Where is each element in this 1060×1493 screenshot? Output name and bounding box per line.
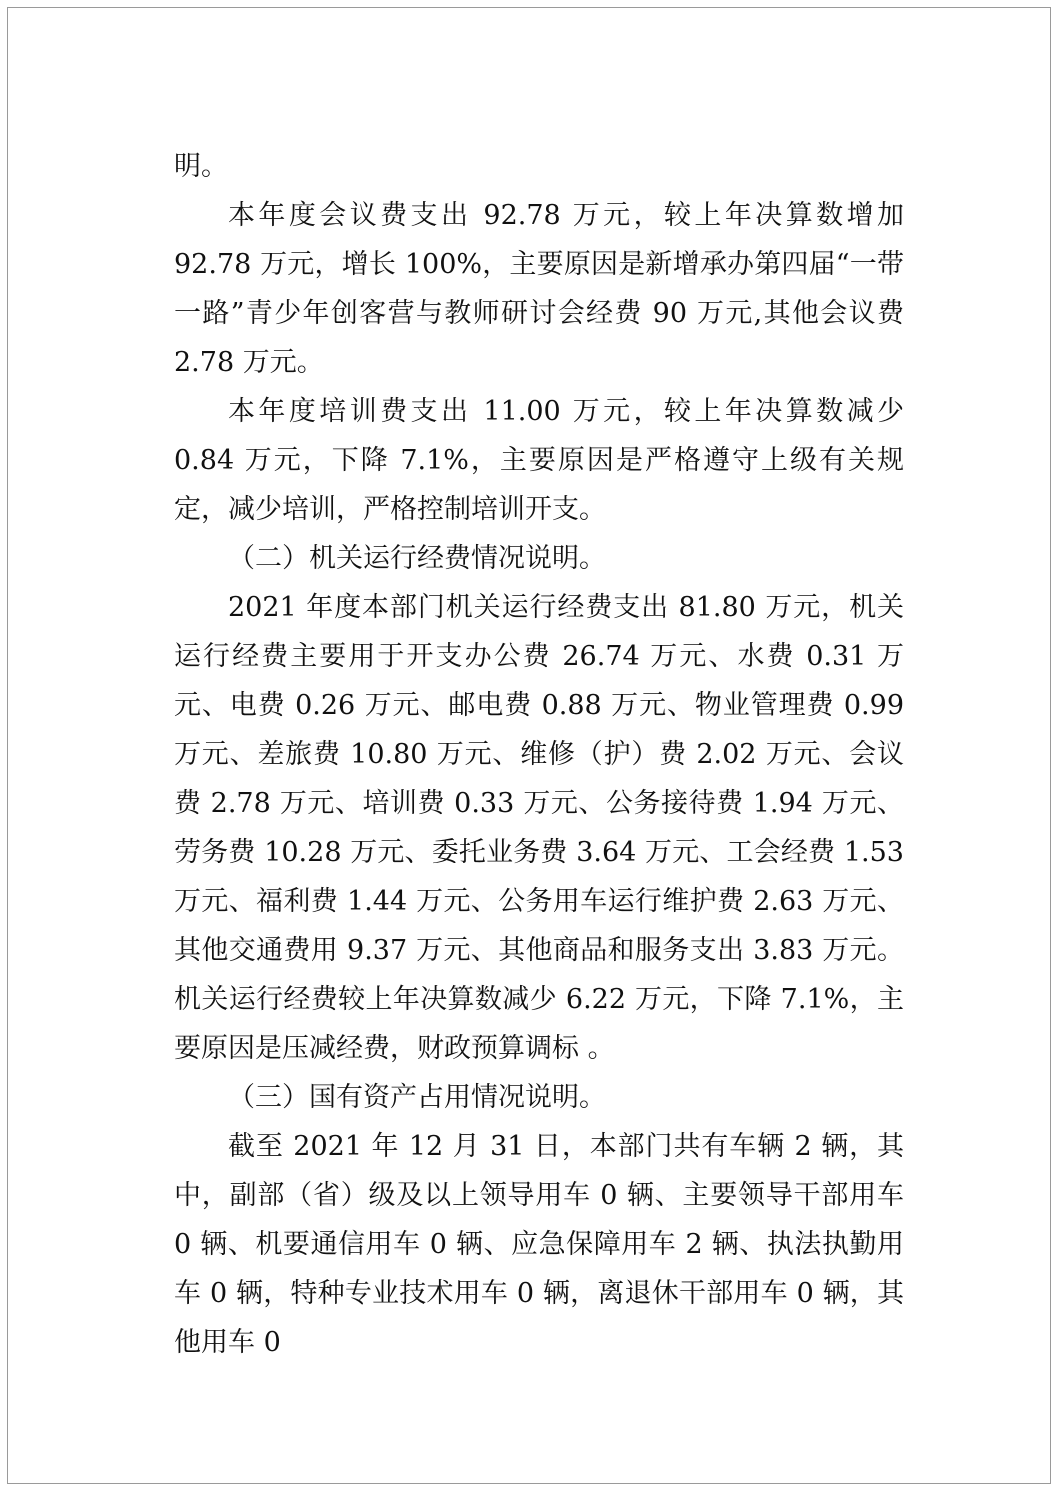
section-heading-state-assets: （三）国有资产占用情况说明。 — [228, 1082, 606, 1113]
paragraph-training-fee: 本年度培训费支出 11.00 万元，较上年决算数减少 0.84 万元，下降 7.1%，主要原因是严格遵守上级有关规定，减少培训，严格控制培训开支。 — [174, 396, 904, 525]
document-body — [174, 142, 904, 1367]
section-heading-operating-funds: （二）机关运行经费情况说明。 — [228, 543, 606, 574]
page-frame — [7, 7, 1051, 1484]
paragraph-vehicles: 截至 2021 年 12 月 31 日，本部门共有车辆 2 辆，其中，副部（省）级及以上领导用车 0 辆、主要领导干部用车 0 辆、机要通信用车 0 辆、应急保障用车 2 辆、执法执勤用车 0 辆，特种专业技术用车 0 辆，离退休干部用车 0 辆，其他用车 0 — [174, 1131, 904, 1358]
paragraph-meeting-fee: 本年度会议费支出 92.78 万元，较上年决算数增加 92.78 万元，增长 100%，主要原因是新增承办第四届“一带一路”青少年创客营与教师研讨会经费 90 万元,其他会议费 2.78 万元。 — [174, 200, 904, 378]
paragraph-operating-funds: 2021 年度本部门机关运行经费支出 81.80 万元，机关运行经费主要用于开支办公费 26.74 万元、水费 0.31 万元、电费 0.26 万元、邮电费 0.88 万元、物业管理费 0.99 万元、差旅费 10.80 万元、维修（护）费 2.02 万元、会议费 2.78 万元、培训费 0.33 万元、公务接待费 1.94 万元、劳务费 10.28 万元、委托业务费 3.64 万元、工会经费 1.53 万元、福利费 1.44 万元、公务用车运行维护费 2.63 万元、其他交通费用 9.37 万元、其他商品和服务支出 3.83 万元。 机关运行经费较上年决算数减少 6.22 万元，下降 7.1%，主要原因是压减经费，财政预算调标 。 — [174, 592, 904, 1064]
paragraph-continuation: 明。 — [174, 151, 228, 182]
